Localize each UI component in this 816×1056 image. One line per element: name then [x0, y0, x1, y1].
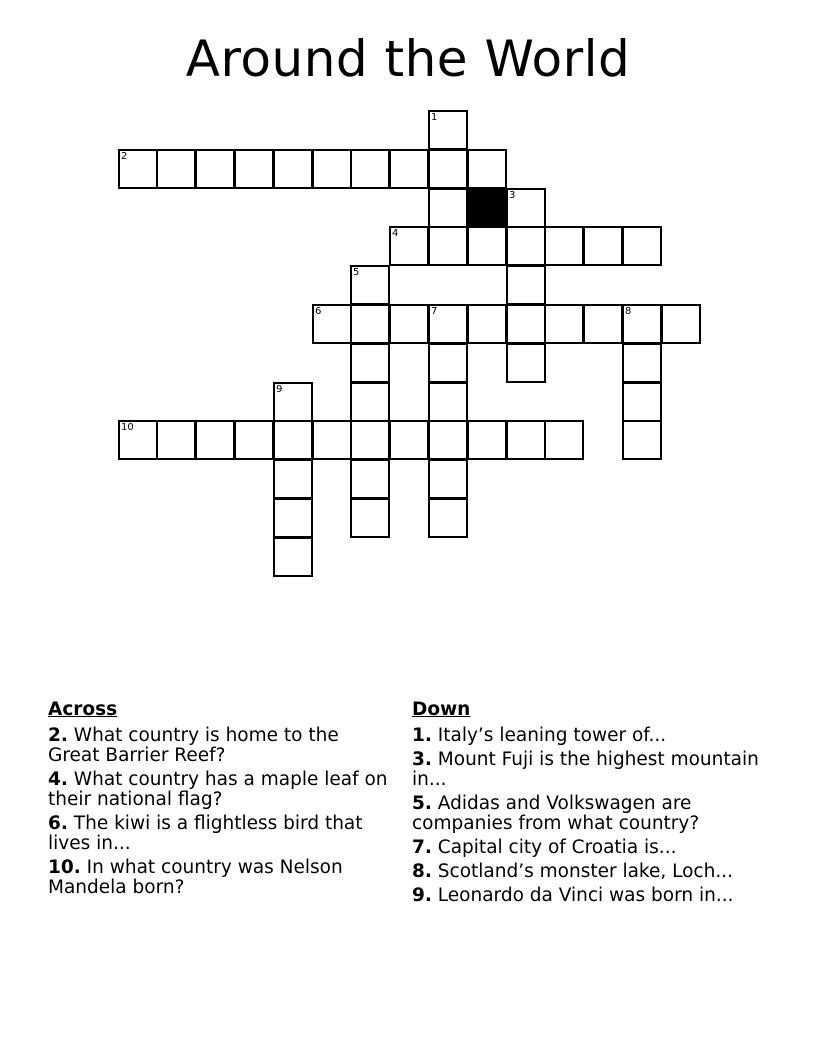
grid-cell[interactable]: [350, 343, 390, 383]
grid-cell[interactable]: [195, 149, 235, 189]
clue-number-label: 8: [625, 306, 632, 317]
clue-number: 5.: [412, 793, 432, 814]
clue-text: Mount Fuji is the highest mountain in...: [412, 749, 759, 790]
grid-cell[interactable]: [467, 304, 507, 344]
grid-cell[interactable]: [234, 420, 274, 460]
clue-down-7: [412, 838, 772, 858]
clue-number: 9.: [412, 885, 432, 906]
grid-cell[interactable]: [389, 149, 429, 189]
grid-cell[interactable]: [506, 188, 546, 228]
grid-cell[interactable]: [506, 420, 546, 460]
grid-cell[interactable]: [273, 459, 313, 499]
clue-text: Adidas and Volkswagen are companies from what country?: [412, 793, 700, 834]
clue-text: In what country was Nelson Mandela born?: [48, 857, 343, 898]
clue-text: Italy’s leaning tower of...: [437, 725, 667, 746]
grid-cell[interactable]: [622, 420, 662, 460]
clue-text: Capital city of Croatia is...: [437, 837, 677, 858]
grid-cell[interactable]: [622, 382, 662, 422]
grid-cell[interactable]: [544, 420, 584, 460]
grid-cell[interactable]: [428, 188, 468, 228]
clue-number: 7.: [412, 837, 432, 858]
clue-number-label: 4: [392, 228, 399, 239]
clue-down-3: [412, 750, 772, 790]
clue-text: Leonardo da Vinci was born in...: [437, 885, 734, 906]
down-heading: Down: [412, 699, 471, 720]
clue-number: 6.: [48, 813, 68, 834]
grid-cell[interactable]: [506, 265, 546, 305]
down-clues: [412, 700, 772, 910]
grid-cell[interactable]: [118, 149, 158, 189]
grid-cell[interactable]: [622, 226, 662, 266]
clue-across-6: [48, 814, 388, 854]
clue-number: 2.: [48, 725, 68, 746]
grid-cell[interactable]: [350, 149, 390, 189]
grid-cell[interactable]: [506, 304, 546, 344]
grid-cell[interactable]: [312, 304, 352, 344]
clue-text: What country is home to the Great Barrier Reef?: [48, 725, 339, 766]
grid-cell[interactable]: [312, 149, 352, 189]
clue-number-label: 10: [121, 422, 134, 433]
grid-cell[interactable]: [195, 420, 235, 460]
grid-cell[interactable]: [273, 420, 313, 460]
clue-down-5: [412, 794, 772, 834]
grid-cell[interactable]: [467, 149, 507, 189]
grid-cell[interactable]: [428, 110, 468, 150]
clue-number-label: 2: [121, 151, 128, 162]
grid-cell[interactable]: [622, 304, 662, 344]
grid-cell[interactable]: [350, 382, 390, 422]
grid-cell[interactable]: [312, 420, 352, 460]
grid-cell[interactable]: [389, 304, 429, 344]
grid-cell[interactable]: [428, 420, 468, 460]
grid-cell[interactable]: [234, 149, 274, 189]
clue-down-9: [412, 886, 772, 906]
grid-cell[interactable]: [661, 304, 701, 344]
grid-cell[interactable]: [273, 382, 313, 422]
clue-number: 8.: [412, 861, 432, 882]
grid-cell[interactable]: [273, 149, 313, 189]
grid-cell[interactable]: [350, 304, 390, 344]
clue-down-8: [412, 862, 772, 882]
clue-number-label: 3: [509, 190, 516, 201]
grid-cell[interactable]: [350, 498, 390, 538]
clue-number-label: 9: [276, 384, 283, 395]
clue-number: 4.: [48, 769, 68, 790]
grid-cell[interactable]: [622, 343, 662, 383]
clue-across-2: [48, 726, 388, 766]
grid-cell[interactable]: [467, 226, 507, 266]
grid-cell[interactable]: [156, 149, 196, 189]
clue-text: Scotland’s monster lake, Loch...: [437, 861, 733, 882]
grid-cell[interactable]: [428, 382, 468, 422]
grid-cell[interactable]: [156, 420, 196, 460]
grid-cell[interactable]: [389, 226, 429, 266]
grid-cell[interactable]: [506, 343, 546, 383]
grid-cell[interactable]: [118, 420, 158, 460]
across-heading: Across: [48, 699, 118, 720]
clue-number: 3.: [412, 749, 432, 770]
clue-number-label: 7: [431, 306, 438, 317]
grid-cell[interactable]: [350, 420, 390, 460]
grid-cell[interactable]: [583, 304, 623, 344]
clue-text: What country has a maple leaf on their national flag?: [48, 769, 388, 810]
clue-number-label: 1: [431, 112, 438, 123]
grid-cell[interactable]: [544, 304, 584, 344]
clue-number: 10.: [48, 857, 81, 878]
grid-cell[interactable]: [428, 226, 468, 266]
clue-across-4: [48, 770, 388, 810]
grid-cell[interactable]: [544, 226, 584, 266]
page-title: Around the World: [185, 30, 631, 88]
grid-cell[interactable]: [389, 420, 429, 460]
grid-cell[interactable]: [350, 459, 390, 499]
grid-cell[interactable]: [273, 537, 313, 577]
clue-number-label: 5: [353, 267, 360, 278]
clue-number-label: 6: [315, 306, 322, 317]
grid-cell[interactable]: [428, 149, 468, 189]
clue-down-1: [412, 726, 772, 746]
grid-cell[interactable]: [428, 343, 468, 383]
grid-cell[interactable]: [428, 459, 468, 499]
grid-cell[interactable]: [506, 226, 546, 266]
grid-cell[interactable]: [350, 265, 390, 305]
grid-cell[interactable]: [273, 498, 313, 538]
grid-block: [467, 188, 507, 228]
across-clues: [48, 700, 388, 902]
grid-cell[interactable]: [583, 226, 623, 266]
grid-cell[interactable]: [428, 498, 468, 538]
grid-cell[interactable]: [428, 304, 468, 344]
clue-number: 1.: [412, 725, 432, 746]
clue-across-10: [48, 858, 388, 898]
clue-text: The kiwi is a flightless bird that lives in...: [48, 813, 363, 854]
grid-cell[interactable]: [467, 420, 507, 460]
